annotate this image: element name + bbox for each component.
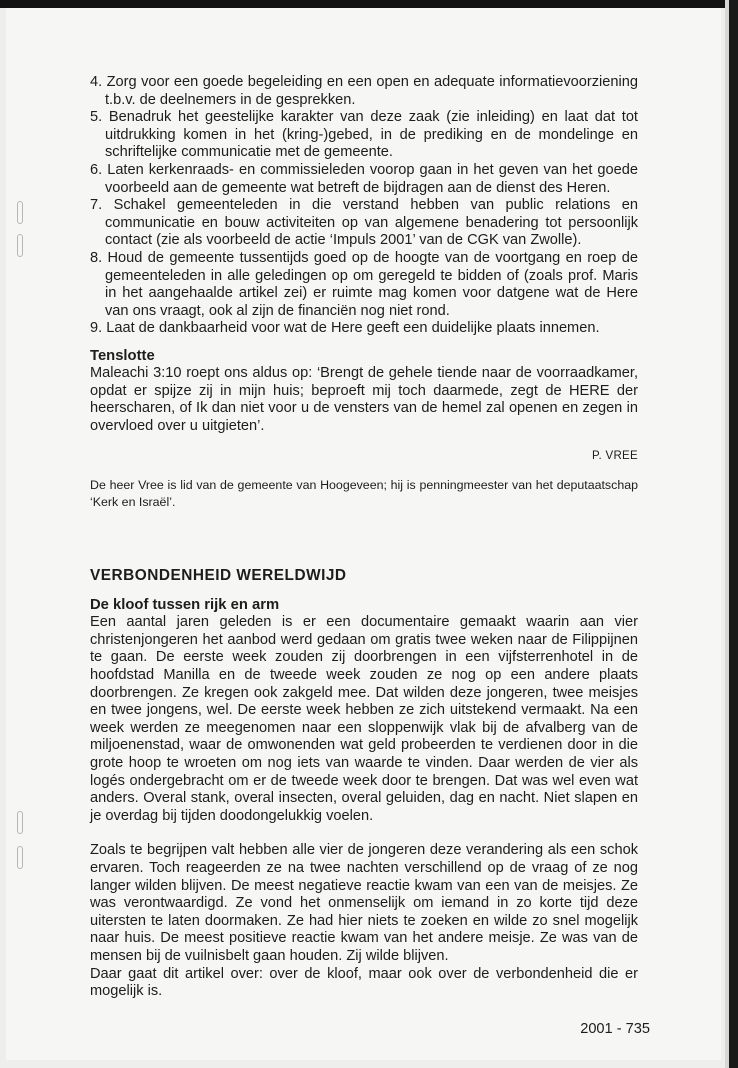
paragraph-gap [90, 825, 638, 842]
article-paragraph: Een aantal jaren geleden is er een documentaire gemaakt waarin aan vier christenjongeren het aanbod werd gedaan om gratis twee weken naar de Filippijnen te gaan. De eerste week zouden zij doorbrengen in een vijfsterrenhotel in de hoofdstad Manilla en de tweede week zouden ze nog op een andere plaats doorbrengen. Ze kregen ook zakgeld mee. Dat wilden deze jongeren, twee meisjes en twee jongens, wel. De eerste week hebben ze zich uitstekend vermaakt. Na een week werden ze meegenomen naar een sloppenwijk vlak bij de afvalberg van de miljoenenstad, waar de omwonenden wat geld probeerden te verdienen door in die grote hoop te wroeten om nog iets van waarde te vinden. Daar werden de vier als logés ondergebracht om er de tweede week door te brengen. Dat was wel even wat anders. Overal stank, overal insecten, overal geluiden, dag en nacht. Niet slapen en je overdag bij tijden doodongelukkig voelen. [90, 614, 638, 824]
list-item: 9. Laat de dankbaarheid voor wat de Here geeft een duidelijke plaats innemen. [90, 320, 600, 337]
tenslotte-heading: Tenslotte [90, 347, 155, 364]
list-item: 5. Benadruk het geestelijke karakter van deze zaak (zie inleiding) en laat dat tot uitdrukking komen in het (kring-)gebed, in de prediking en de mondelinge en schriftelijke communicatie met de gemeente. [90, 109, 638, 161]
binder-clip-mark [17, 846, 23, 869]
binder-clip-mark [17, 201, 23, 224]
author-bio: De heer Vree is lid van de gemeente van Hoogeveen; hij is penningmeester van het deputaatschap ‘Kerk en Israël’. [90, 478, 638, 509]
section-heading: VERBONDENHEID WERELDWIJD [90, 567, 347, 585]
list-item: 6. Laten kerkenraads- en commissieleden voorop gaan in het geven van het goede voorbeeld aan de gemeente wat betreft de bijdragen aan de dienst des Heren. [90, 161, 638, 196]
binder-clip-mark [17, 234, 23, 257]
page-number: 2001 - 735 [580, 1021, 650, 1037]
article-paragraph: Zoals te begrijpen valt hebben alle vier de jongeren deze verandering als een schok ervaren. Toch reageerden ze na twee nachten verschillend op de vraag of ze nog langer wilden blijven. De meest negatieve reactie kwam van een van de meisjes. Ze was verontwaardigd. Ze vond het onmenselijk om iemand in zo korte tijd deze uitersten te laten doormaken. Ze had hier niets te zoeken en wilde zo snel mogelijk naar huis. De meest positieve reactie kwam van het andere meisje. Ze was van de mensen bij de vuilnisbelt gaan houden. Zij wilde blijven. [90, 842, 638, 964]
author-signature: P. VREE [592, 450, 638, 463]
tenslotte-text: Maleachi 3:10 roept ons aldus op: ‘Brengt de gehele tiende naar de voorraadkamer, opdat er spijze zij in mijn huis; beproeft mij toch daarmede, zegt de HERE der heerscharen, of Ik dan niet voor u de vensters van de hemel zal openen en zegen in overvloed over u uitgieten’. [90, 364, 638, 434]
article-title: De kloof tussen rijk en arm [90, 597, 280, 614]
list-item: 8. Houd de gemeente tussentijds goed op de hoogte van de voortgang en roep de gemeenteleden in alle geledingen op om geregeld te bidden of (zoals prof. Maris in het aangehaalde artikel zei) er ruimte mag komen voor datgene wat de Here van ons vraagt, ook al zijn de financiën nog niet rond. [90, 249, 638, 319]
list-item: 7. Schakel gemeenteleden in die verstand hebben van public relations en communicatie en bouw activiteiten op van algemene benadering tot persoonlijk contact (zie als voorbeeld de actie ‘Impuls 2001’ van de CGK van Zwolle). [90, 197, 638, 249]
list-item: 4. Zorg voor een goede begeleiding en een open en adequate informatievoorziening t.b.v. de deelnemers in de gesprekken. [90, 74, 638, 108]
article-paragraph: Daar gaat dit artikel over: over de kloof, maar ook over de verbondenheid die er mogelijk is. [90, 965, 638, 1000]
scan-top-border [0, 0, 738, 8]
scan-right-border [729, 0, 738, 1068]
page-content [90, 74, 638, 1001]
binder-clip-mark [17, 811, 23, 834]
